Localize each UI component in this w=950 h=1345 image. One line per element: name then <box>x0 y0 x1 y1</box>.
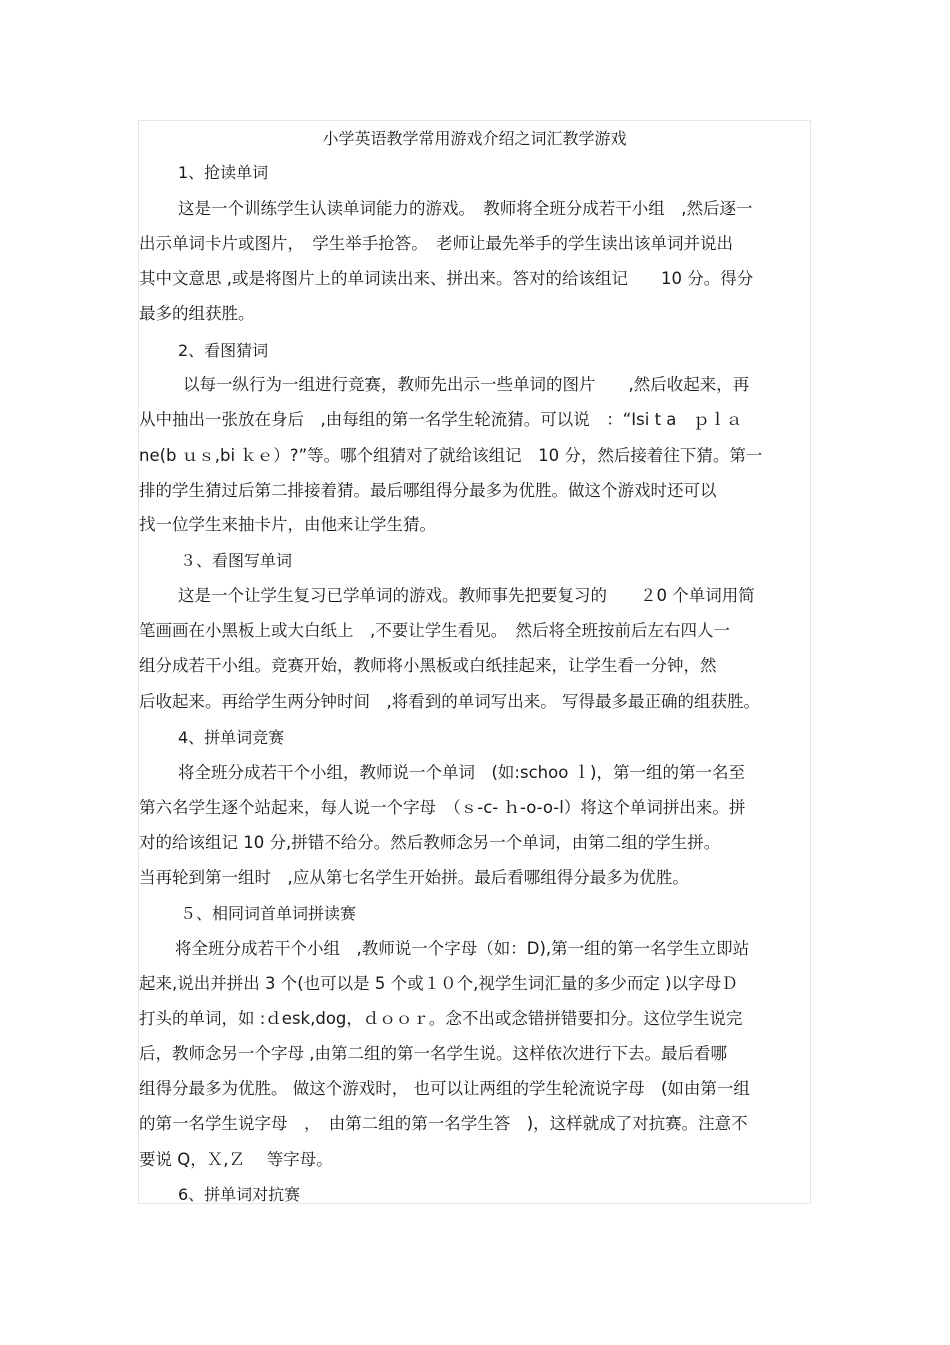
paragraph-line: 当再轮到第一组时 ,应从第七名学生开始拼。最后看哪组得分最多为优胜。 <box>139 868 689 887</box>
paragraph-line: 最多的组获胜。 <box>139 304 255 323</box>
section-heading: 4、拼单词竞赛 <box>178 728 285 747</box>
section-heading: 2、看图猜词 <box>178 341 269 360</box>
paragraph-line: 要说 Q，Ｘ,Ｚ 等字母。 <box>139 1150 333 1169</box>
paragraph-line: 后收起来。再给学生两分钟时间 ,将看到的单词写出来。 写得最多最正确的组获胜。 <box>139 692 760 711</box>
paragraph-line: 第六名学生逐个站起来，每人说一个字母 （ｓ-c- ｈ-o-o-l）将这个单词拼出来。拼 <box>139 798 746 817</box>
paragraph-line: 找一位学生来抽卡片，由他来让学生猜。 <box>139 515 436 534</box>
paragraph-line: 组得分最多为优胜。 做这个游戏时， 也可以让两组的学生轮流说字母 (如由第一组 <box>139 1079 750 1098</box>
section-heading: ５、相同词首单词拼读赛 <box>180 904 357 923</box>
paragraph-line: 从中抽出一张放在身后 ,由每组的第一名学生轮流猜。可以说 ：“Isi t a ｐｌａ <box>139 410 743 429</box>
paragraph-line: 以每一纵行为一组进行竞赛，教师先出示一些单词的图片 ,然后收起来，再 <box>183 375 750 394</box>
paragraph-line: 组分成若干小组。竞赛开始，教师将小黑板或白纸挂起来，让学生看一分钟，然 <box>139 656 717 675</box>
section-heading: 6、拼单词对抗赛 <box>178 1185 301 1204</box>
paragraph-line: 将全班分成若干个小组，教师说一个单词 (如:schoo ｌ)，第一组的第一名至 <box>178 763 745 782</box>
paragraph-line: 起来,说出并拼出 3 个(也可以是 5 个或１０个,视学生词汇量的多少而定 )以字母Ｄ <box>139 974 738 993</box>
paragraph-line: 出示单词卡片或图片， 学生举手抢答。 老师让最先举手的学生读出该单词并说出 <box>139 234 733 253</box>
paragraph-line: 笔画画在小黑板上或大白纸上 ,不要让学生看见。 然后将全班按前后左右四人一 <box>139 621 730 640</box>
paragraph-line: 后，教师念另一个字母 ,由第二组的第一名学生说。这样依次进行下去。最后看哪 <box>139 1044 727 1063</box>
paragraph-line: 其中文意思 ,或是将图片上的单词读出来、拼出来。答对的给该组记 10 分。得分 <box>139 269 754 288</box>
section-heading: ３、看图写单词 <box>180 551 293 570</box>
paragraph-line: 这是一个训练学生认读单词能力的游戏。 教师将全班分成若干小组 ,然后逐一 <box>178 199 753 218</box>
paragraph-line: ne(b ｕｓ,bi ｋｅ）?”等。哪个组猜对了就给该组记 10 分，然后接着往下猜。第一 <box>139 446 763 465</box>
paragraph-line: 的第一名学生说字母 ， 由第二组的第一名学生答 )，这样就成了对抗赛。注意不 <box>139 1114 748 1133</box>
paragraph-line: 将全班分成若干个小组 ,教师说一个字母（如：D),第一组的第一名学生立即站 <box>175 939 750 958</box>
paragraph-line: 对的给该组记 10 分,拼错不给分。然后教师念另一个单词，由第二组的学生拼。 <box>139 833 721 852</box>
section-heading: 1、抢读单词 <box>178 163 269 182</box>
paragraph-line: 这是一个让学生复习已学单词的游戏。教师事先把要复习的 ２0 个单词用简 <box>178 586 755 605</box>
paragraph-line: 打头的单词，如 :ｄesk,dog，ｄｏｏｒ。念不出或念错拼错要扣分。这位学生说完 <box>139 1009 743 1028</box>
document-title: 小学英语教学常用游戏介绍之词汇教学游戏 <box>322 129 627 148</box>
paragraph-line: 排的学生猜过后第二排接着猜。最后哪组得分最多为优胜。做这个游戏时还可以 <box>139 481 717 500</box>
